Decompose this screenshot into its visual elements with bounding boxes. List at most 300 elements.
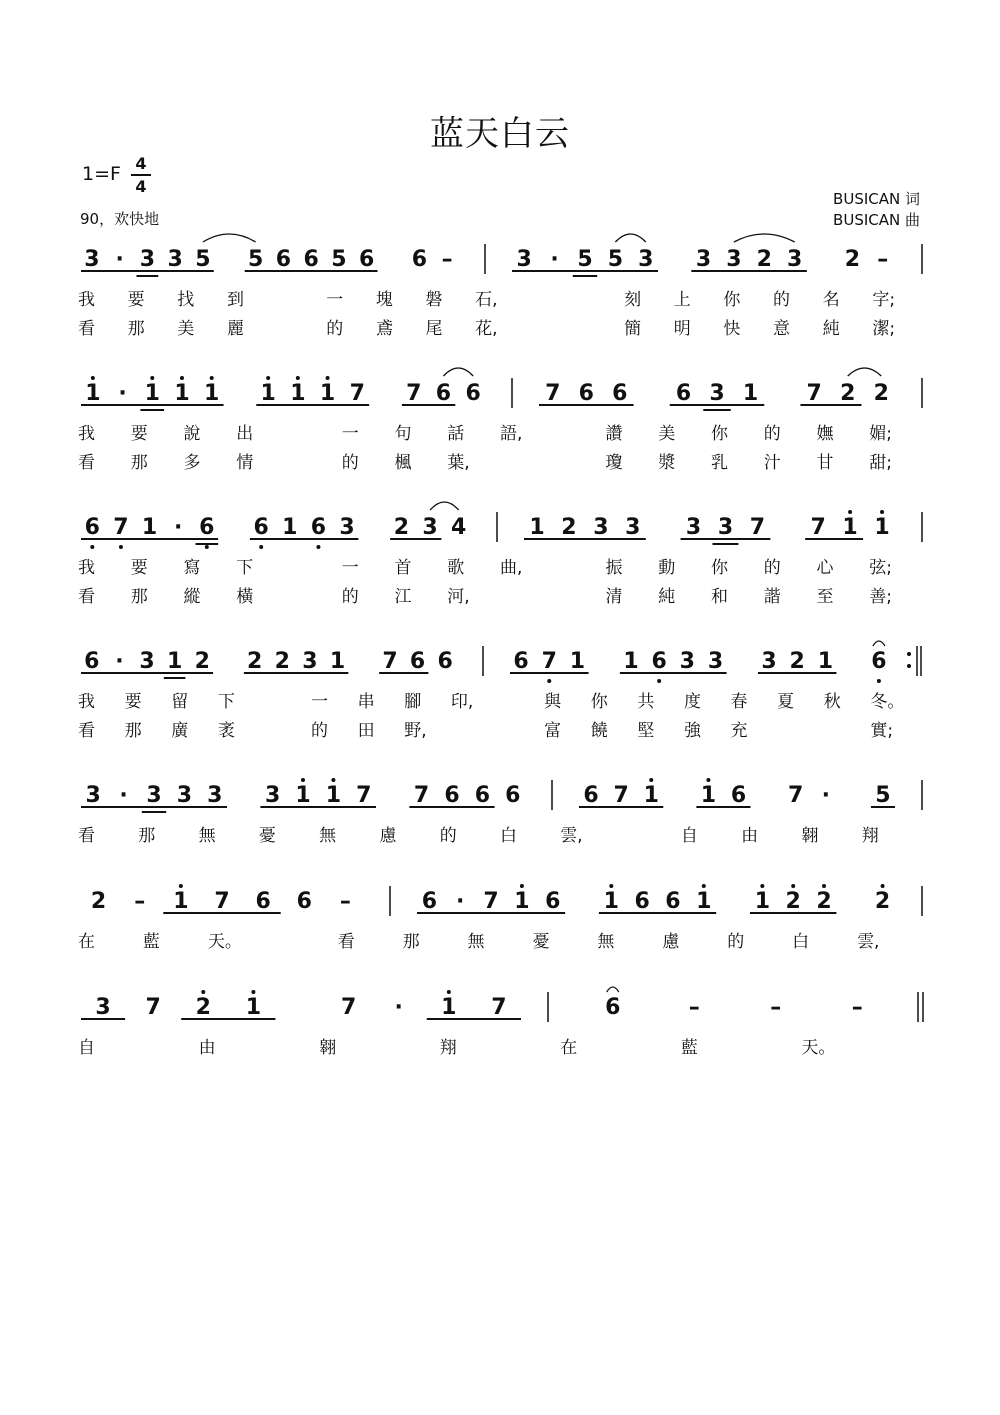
lyric-char: 的 <box>311 721 329 741</box>
note: 6 <box>409 649 426 674</box>
lyric-char: 腳 <box>404 692 422 712</box>
note: 4 <box>451 515 467 540</box>
lyric-char: 慮 <box>379 826 397 846</box>
note: 3 <box>638 247 654 272</box>
note: 6 <box>474 783 491 808</box>
lyric-char: 的 <box>439 826 457 846</box>
dash-note: – <box>134 889 146 914</box>
note: 1 <box>245 995 262 1020</box>
lyric-char: 媚; <box>869 424 892 444</box>
lyric-char: 縱 <box>183 587 201 607</box>
note: 7 <box>113 515 129 540</box>
low-octave-dot <box>259 545 263 549</box>
lyric-char: 無 <box>467 932 485 952</box>
lyric-char: 弦; <box>869 558 892 578</box>
fermata-arc <box>873 641 885 646</box>
lyric-char: 上 <box>673 290 691 310</box>
note: 1 <box>144 381 160 406</box>
lyric-char: 看 <box>78 587 95 607</box>
lyric-char: 出 <box>236 424 254 444</box>
high-octave-dot <box>91 376 95 380</box>
lyric-char: 我 <box>78 290 95 310</box>
lyric-char: 下 <box>236 558 254 578</box>
note: 6 <box>665 889 681 914</box>
repeat-dot <box>907 664 911 668</box>
tie-arc <box>430 502 459 510</box>
lyric-char: 那 <box>124 721 142 741</box>
note: 3 <box>264 783 281 808</box>
high-octave-dot <box>180 376 184 380</box>
note: 1 <box>174 381 190 406</box>
lyric-char: 共 <box>637 692 655 712</box>
high-octave-dot <box>848 510 852 514</box>
note: 7 <box>340 995 357 1020</box>
lyric-char: 的 <box>727 932 745 952</box>
note: 1 <box>742 381 759 406</box>
note: 1 <box>441 995 457 1020</box>
lyric-char: 富 <box>544 721 562 741</box>
note: 3 <box>625 515 641 540</box>
note: 1 <box>166 649 183 674</box>
note: 2 <box>756 247 772 272</box>
high-octave-dot <box>296 376 300 380</box>
note: 7 <box>788 783 804 808</box>
lyric-char: 心 <box>816 558 834 578</box>
lyric-char: 美 <box>658 424 676 444</box>
lyric-char: 那 <box>130 453 148 473</box>
note: 1 <box>173 889 189 914</box>
lyric-char: 橫 <box>236 587 254 607</box>
lyric-char: 一 <box>341 424 359 444</box>
lyric-char: 秋 <box>823 692 841 712</box>
lyric-char: 諧 <box>763 587 781 607</box>
note: 1 <box>623 649 639 674</box>
note: 1 <box>325 783 342 808</box>
note: 1 <box>290 381 306 406</box>
lyric-char: 一 <box>341 558 359 578</box>
note: 6 <box>675 381 692 406</box>
note: 6 <box>199 515 215 540</box>
high-octave-dot <box>880 510 884 514</box>
tie-arc <box>848 368 882 376</box>
augmentation-dot: · <box>174 515 183 540</box>
note: 7 <box>545 381 561 406</box>
note: 5 <box>195 247 211 272</box>
note: 1 <box>529 515 545 540</box>
dash-note: – <box>851 995 863 1020</box>
high-octave-dot <box>266 376 270 380</box>
note: 5 <box>577 247 593 272</box>
low-octave-dot <box>119 545 123 549</box>
note: 2 <box>274 649 290 674</box>
lyric-char: 我 <box>78 558 95 578</box>
lyric-char: 翱 <box>319 1038 337 1058</box>
note: 5 <box>875 783 891 808</box>
augmentation-dot: · <box>821 783 830 808</box>
note: 6 <box>275 247 292 272</box>
note: 1 <box>329 649 346 674</box>
note: 6 <box>358 247 375 272</box>
lyric-char: 留 <box>171 692 189 712</box>
note: 7 <box>349 381 365 406</box>
lyric-char: 美 <box>177 319 195 339</box>
note: 5 <box>247 247 264 272</box>
note: 6 <box>84 649 100 674</box>
note: 6 <box>421 889 438 914</box>
lyric-char: 強 <box>683 721 701 741</box>
lyric-char: 話 <box>447 424 465 444</box>
tempo-marking: 90，欢快地 <box>80 210 160 228</box>
note: 7 <box>145 995 161 1020</box>
lyric-char: 翔 <box>861 826 879 846</box>
note: 5 <box>607 247 624 272</box>
note: 7 <box>749 515 766 540</box>
lyric-char: 句 <box>394 424 412 444</box>
lyric-char: 下 <box>217 692 235 712</box>
lyric-char: 充 <box>730 721 748 741</box>
lyric-char: 動 <box>658 558 676 578</box>
note: 6 <box>296 889 312 914</box>
note: 2 <box>195 995 211 1020</box>
high-octave-dot <box>520 884 524 888</box>
lyric-char: 純 <box>822 319 840 339</box>
note: 2 <box>393 515 410 540</box>
lyric-char: 石, <box>475 290 498 310</box>
lyric-char: 瓊 <box>605 453 623 473</box>
note: 7 <box>356 783 372 808</box>
lyric-char: 白 <box>792 932 810 952</box>
note: 6 <box>444 783 460 808</box>
note: 1 <box>260 381 276 406</box>
high-octave-dot <box>881 884 885 888</box>
lyric-char: 那 <box>138 826 156 846</box>
note: 3 <box>95 995 111 1020</box>
augmentation-dot: · <box>115 649 124 674</box>
lyric-char: 看 <box>337 932 355 952</box>
note: 3 <box>695 247 712 272</box>
note: 7 <box>491 995 507 1020</box>
lyric-char: 自 <box>78 1038 95 1058</box>
lyric-char: 一 <box>326 290 344 310</box>
high-octave-dot <box>210 376 214 380</box>
lyric-char: 花, <box>475 319 498 339</box>
lyric-char: 尾 <box>425 319 443 339</box>
lyric-char: 看 <box>78 319 95 339</box>
lyric-char: 實; <box>870 721 894 741</box>
lyric-char: 的 <box>763 424 781 444</box>
low-octave-dot <box>90 545 94 549</box>
augmentation-dot: · <box>118 381 127 406</box>
lyric-char: 江 <box>394 587 412 607</box>
low-octave-dot <box>205 545 209 549</box>
lyric-char: 磐 <box>425 290 443 310</box>
note: 6 <box>253 515 269 540</box>
note: 1 <box>754 889 771 914</box>
repeat-dot <box>907 652 911 656</box>
augmentation-dot: · <box>115 247 124 272</box>
high-octave-dot <box>609 884 613 888</box>
high-octave-dot <box>702 884 706 888</box>
time-signature-bottom: 4 <box>135 177 147 196</box>
note: 1 <box>603 889 619 914</box>
lyric-char: 至 <box>816 587 834 607</box>
note: 3 <box>679 649 695 674</box>
augmentation-dot: · <box>456 889 465 914</box>
note: 3 <box>761 649 777 674</box>
lyric-char: 你 <box>711 558 728 578</box>
note: 5 <box>331 247 347 272</box>
note: 2 <box>785 889 801 914</box>
lyric-char: 曲, <box>500 558 523 578</box>
tie-arc <box>203 234 256 242</box>
note: 6 <box>437 649 453 674</box>
high-octave-dot <box>447 990 451 994</box>
note: 6 <box>545 889 561 914</box>
note: 3 <box>207 783 223 808</box>
lyric-char: 要 <box>130 558 148 578</box>
note: 3 <box>717 515 734 540</box>
note: 6 <box>583 783 599 808</box>
high-octave-dot <box>326 376 330 380</box>
lyric-char: 乳 <box>711 453 728 473</box>
lyric-char: 的 <box>326 319 344 339</box>
lyricist-credit: BUSICAN 词 <box>833 190 920 208</box>
lyric-char: 那 <box>127 319 145 339</box>
note: 3 <box>139 247 156 272</box>
lyric-char: 寫 <box>183 558 201 578</box>
high-octave-dot <box>760 884 764 888</box>
lyric-char: 的 <box>341 453 359 473</box>
dash-note: – <box>339 889 351 914</box>
lyric-char: 廣 <box>171 721 189 741</box>
note: 2 <box>873 381 889 406</box>
note: 7 <box>613 783 629 808</box>
note: 6 <box>255 889 271 914</box>
lyric-char: 度 <box>683 692 701 712</box>
lyric-char: 白 <box>500 826 517 846</box>
lyric-char: 清 <box>605 587 623 607</box>
song-title: 蓝天白云 <box>430 114 570 154</box>
note: 3 <box>84 247 100 272</box>
note: 6 <box>871 649 887 674</box>
lyric-char: 名 <box>822 290 840 310</box>
note: 6 <box>578 381 594 406</box>
note: 3 <box>709 381 725 406</box>
lyric-char: 嫵 <box>816 424 834 444</box>
note: 7 <box>810 515 826 540</box>
high-octave-dot <box>179 884 183 888</box>
note: 7 <box>541 649 557 674</box>
note: 7 <box>806 381 822 406</box>
lyric-char: 刻 <box>624 290 642 310</box>
lyric-char: 振 <box>605 558 623 578</box>
lyric-char: 要 <box>130 424 148 444</box>
dash-note: – <box>441 247 453 272</box>
note: 1 <box>514 889 530 914</box>
note: 3 <box>176 783 193 808</box>
lyric-char: 鳶 <box>375 319 393 339</box>
lyric-char: 自 <box>680 826 698 846</box>
high-octave-dot <box>150 376 154 380</box>
note: 1 <box>282 515 298 540</box>
note: 6 <box>730 783 747 808</box>
lyric-char: 甘 <box>816 453 834 473</box>
lyric-char: 的 <box>341 587 359 607</box>
lyric-char: 天。 <box>801 1038 836 1058</box>
note: 3 <box>707 649 724 674</box>
lyric-char: 的 <box>773 290 791 310</box>
note: 3 <box>85 783 101 808</box>
note: 2 <box>816 889 832 914</box>
tie-arc <box>615 234 645 242</box>
note: 2 <box>194 649 210 674</box>
lyric-char: 潔; <box>872 319 896 339</box>
lyric-char: 春 <box>730 692 748 712</box>
lyric-char: 情 <box>236 453 254 473</box>
lyric-char: 一 <box>311 692 329 712</box>
note: 2 <box>844 247 861 272</box>
lyric-char: 看 <box>78 826 95 846</box>
lyric-char: 饒 <box>590 721 608 741</box>
note: 6 <box>634 889 650 914</box>
low-octave-dot <box>657 679 661 683</box>
lyric-char: 字; <box>872 290 896 310</box>
lyric-char: 看 <box>78 721 95 741</box>
note: 6 <box>411 247 428 272</box>
lyric-char: 串 <box>357 692 375 712</box>
note: 3 <box>422 515 438 540</box>
note: 1 <box>643 783 659 808</box>
tie-arc <box>734 234 795 242</box>
high-octave-dot <box>251 990 255 994</box>
note: 6 <box>651 649 667 674</box>
note: 6 <box>435 381 452 406</box>
lyric-char: 首 <box>394 558 412 578</box>
lyric-char: 到 <box>226 290 244 310</box>
note: 3 <box>685 515 702 540</box>
note: 3 <box>593 515 609 540</box>
lyric-char: 無 <box>198 826 216 846</box>
note: 6 <box>505 783 521 808</box>
lyric-char: 憂 <box>532 932 550 952</box>
lyric-char: 我 <box>78 424 95 444</box>
note: 2 <box>90 889 107 914</box>
lyric-char: 語, <box>500 424 523 444</box>
note: 6 <box>84 515 100 540</box>
high-octave-dot <box>706 778 710 782</box>
lyric-char: 袤 <box>217 721 235 741</box>
note: 1 <box>319 381 336 406</box>
high-octave-dot <box>649 778 653 782</box>
note: 2 <box>247 649 263 674</box>
lyric-char: 印, <box>450 692 474 712</box>
note: 3 <box>726 247 742 272</box>
note: 1 <box>569 649 586 674</box>
lyric-char: 在 <box>560 1038 578 1058</box>
note: 7 <box>483 889 499 914</box>
lyric-char: 在 <box>78 932 95 952</box>
lyric-char: 汁 <box>763 453 781 473</box>
high-octave-dot <box>331 778 335 782</box>
note: 1 <box>85 381 101 406</box>
augmentation-dot: · <box>394 995 403 1020</box>
high-octave-dot <box>822 884 826 888</box>
lyric-char: 要 <box>127 290 145 310</box>
lyric-char: 塊 <box>375 290 393 310</box>
note: 2 <box>840 381 856 406</box>
note: 3 <box>302 649 318 674</box>
tie-arc <box>443 368 473 376</box>
lyric-char: 那 <box>402 932 420 952</box>
lyric-char: 慮 <box>662 932 680 952</box>
lyric-char: 楓 <box>394 453 412 473</box>
lyric-char: 和 <box>711 587 728 607</box>
note: 2 <box>874 889 891 914</box>
lyric-char: 你 <box>723 290 741 310</box>
lyric-char: 藍 <box>680 1038 698 1058</box>
lyric-char: 雲, <box>857 932 880 952</box>
note: 2 <box>561 515 577 540</box>
note: 6 <box>310 515 327 540</box>
note: 6 <box>513 649 529 674</box>
lyric-char: 與 <box>544 692 562 712</box>
note: 1 <box>204 381 220 406</box>
lyric-char: 夏 <box>777 692 795 712</box>
lyric-char: 看 <box>78 453 95 473</box>
low-octave-dot <box>547 679 551 683</box>
lyric-char: 麗 <box>226 319 244 339</box>
lyric-char: 你 <box>711 424 728 444</box>
note: 1 <box>295 783 311 808</box>
note: 1 <box>842 515 858 540</box>
high-octave-dot <box>201 990 205 994</box>
key-signature: 1=F <box>82 163 121 185</box>
augmentation-dot: · <box>119 783 128 808</box>
lyric-char: 意 <box>773 319 791 339</box>
lyric-char: 堅 <box>637 721 655 741</box>
note: 6 <box>465 381 481 406</box>
lyric-char: 雲, <box>560 826 583 846</box>
lyric-char: 歌 <box>447 558 465 578</box>
lyric-char: 找 <box>177 290 195 310</box>
high-octave-dot <box>791 884 795 888</box>
dash-note: – <box>770 995 782 1020</box>
lyric-char: 葉, <box>447 453 470 473</box>
lyric-char: 由 <box>198 1038 216 1058</box>
dash-note: – <box>877 247 889 272</box>
low-octave-dot <box>316 545 320 549</box>
lyric-char: 純 <box>658 587 676 607</box>
lyric-char: 冬。 <box>870 692 905 712</box>
lyric-char: 善; <box>869 587 892 607</box>
lyric-char: 快 <box>723 319 741 339</box>
note: 1 <box>696 889 712 914</box>
lyric-char: 田 <box>357 721 375 741</box>
lyric-char: 漿 <box>658 453 676 473</box>
time-signature-top: 4 <box>135 154 147 173</box>
note: 7 <box>406 381 422 406</box>
low-octave-dot <box>877 679 881 683</box>
lyric-char: 要 <box>124 692 142 712</box>
note: 1 <box>141 515 158 540</box>
lyric-char: 說 <box>183 424 201 444</box>
lyric-char: 甜; <box>869 453 892 473</box>
lyric-char: 河, <box>447 587 470 607</box>
lyric-char: 無 <box>597 932 615 952</box>
lyric-char: 憂 <box>258 826 276 846</box>
lyric-char: 你 <box>590 692 608 712</box>
lyric-char: 簡 <box>624 319 642 339</box>
